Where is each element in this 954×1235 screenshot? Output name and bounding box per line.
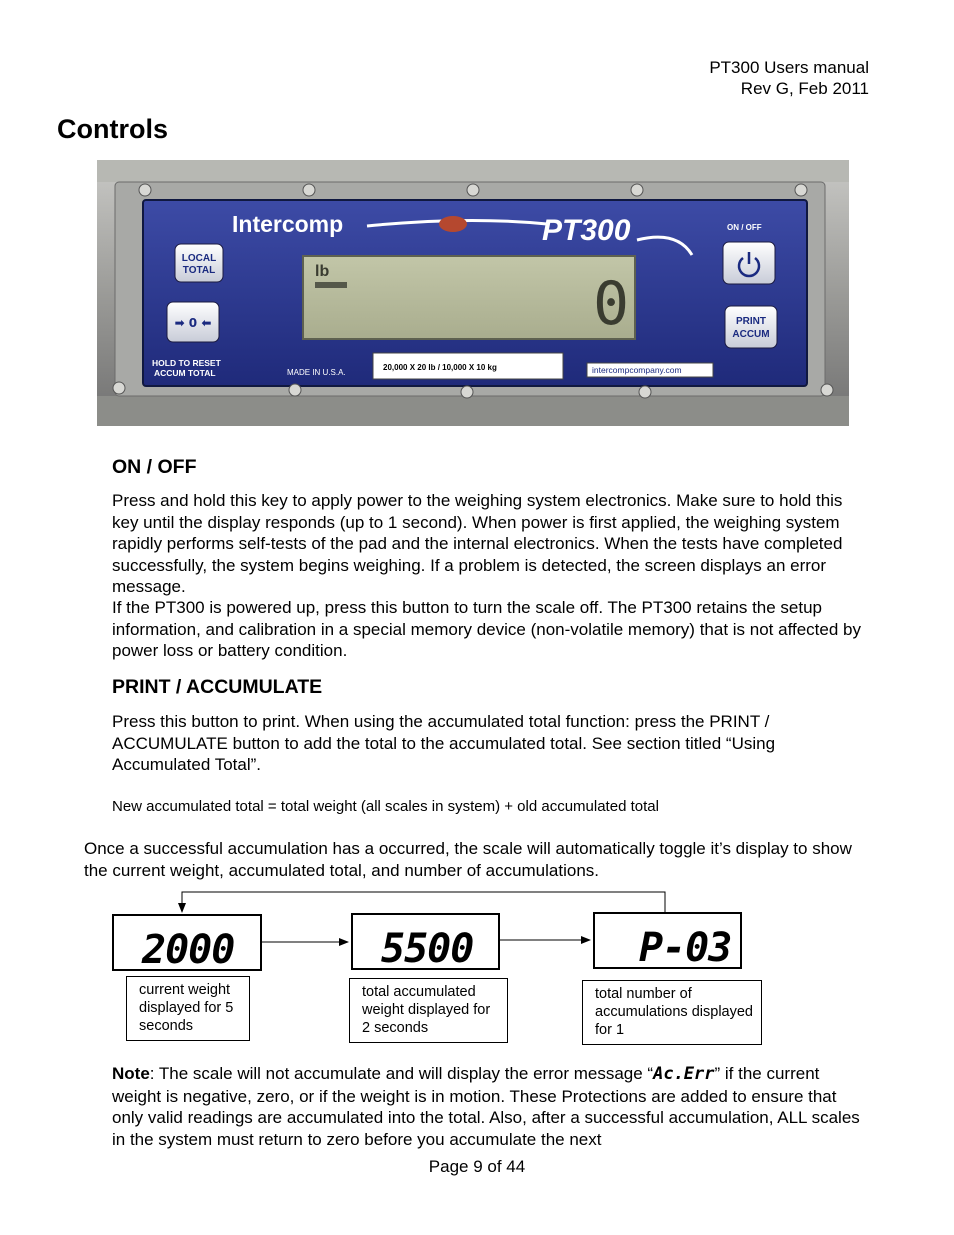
- display-accumulated-total: [351, 913, 500, 970]
- display-accumulated-total-digits: [353, 915, 498, 968]
- accum-total-text: ACCUM TOTAL: [154, 368, 216, 378]
- hold-to-reset-text: HOLD TO RESET: [152, 358, 221, 368]
- document-header: [709, 57, 869, 99]
- note-text-after: ” if the current weight is negative, zero, or if the weight is in motion. These Protections are added to ensure that only valid readings are accumulated into the total. Also, after a successful accumulation, ALL scales in the system must return to zero before you accumulate the next: [112, 1064, 860, 1149]
- caption-accumulation-count: total number of accumulations displayed for 1: [582, 980, 762, 1045]
- accum-label: ACCUM: [732, 329, 770, 340]
- loop-back-arrow: [182, 892, 665, 913]
- error-code-ac-err: Ac.Err: [653, 1064, 715, 1084]
- local-total-label-2: TOTAL: [182, 265, 216, 276]
- print-label: PRINT: [736, 316, 766, 327]
- pt300-panel-photo: [97, 160, 849, 426]
- caption-accumulated-total: total accumulated weight displayed for 2 seconds: [349, 978, 508, 1043]
- toggle-paragraph: Once a successful accumulation has a occurred, the scale will automatically toggle it’s display to show the current weight, accumulated total, and number of accumulations.: [84, 839, 852, 880]
- local-total-label-1: LOCAL: [181, 253, 217, 264]
- made-in-usa-text: MADE IN U.S.A.: [287, 368, 346, 377]
- lcd-reading: 0: [593, 269, 630, 339]
- caption-current-weight: current weight displayed for 5 seconds: [126, 976, 250, 1041]
- on-off-caption: ON / OFF: [727, 223, 762, 232]
- display-3-value: P-03: [639, 925, 732, 967]
- print-accumulate-paragraph: Press this button to print. When using the accumulated total function: press the PRINT / ACCUMULATE button to add the total to the accumulated total. See section titled “Using Accumulated Total”.: [112, 712, 776, 774]
- zero-button-label: ➡ 0 ⬅: [174, 316, 212, 330]
- note-text-before: : The scale will not accumulate and will display the error message “: [149, 1064, 654, 1083]
- note-label: Note: [112, 1064, 150, 1083]
- print-accumulate-heading: PRINT / ACCUMULATE: [112, 676, 323, 698]
- on-off-paragraph-2: If the PT300 is powered up, press this button to turn the scale off. The PT300 retains the setup information, and calibration in a special memory device (non-volatile memory) that is not affected by power loss or battery condition.: [112, 598, 861, 660]
- header-revision: Rev G, Feb 2011: [740, 79, 869, 98]
- page-title: Controls: [57, 114, 168, 144]
- display-1-value: 2000: [142, 927, 235, 969]
- capacity-plate: 20,000 X 20 lb / 10,000 X 10 kg: [383, 363, 497, 372]
- accumulation-formula: New accumulated total = total weight (all scales in system) + old accumulated total: [112, 798, 659, 815]
- model-logo: PT300: [542, 214, 631, 247]
- display-current-weight: [112, 914, 262, 971]
- print-accum-button[interactable]: [725, 306, 777, 348]
- note-paragraph: [112, 1063, 872, 1150]
- on-off-heading: ON / OFF: [112, 456, 197, 478]
- on-off-paragraph-1: Press and hold this key to apply power to the weighing system electronics. Make sure to hold this key until the display responds (up to 1 second). When power is first applied, the weighing system rapidly performs self-tests of the pad and the internal electronics. When the tests have completed successfully, the system begins weighing. If a problem is detected, the screen displays an error message.: [112, 491, 843, 596]
- header-title: PT300 Users manual: [709, 58, 869, 77]
- brand-logo: Intercomp: [232, 211, 344, 237]
- website-plate: intercompcompany.com: [592, 365, 682, 375]
- display-2-value: 5500: [381, 926, 474, 968]
- page-number: Page 9 of 44: [428, 1157, 526, 1176]
- lcd-unit: lb: [315, 263, 330, 280]
- display-accumulation-count: [593, 912, 742, 969]
- display-accumulation-count-digits: [595, 914, 740, 967]
- display-current-weight-digits: [114, 916, 260, 969]
